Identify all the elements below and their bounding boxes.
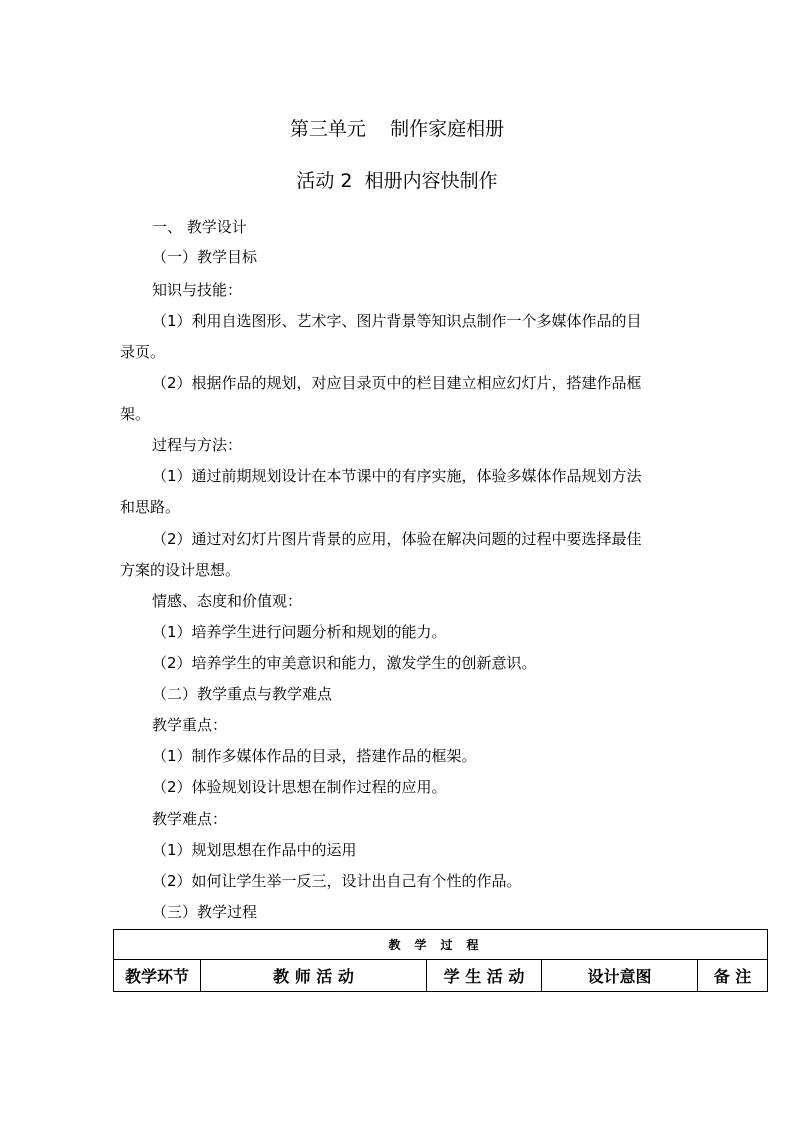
subsection-heading: （二）教学重点与教学难点 (152, 685, 333, 703)
paragraph-line: （2）根据作品的规划，对应目录页中的栏目建立相应幻灯片，搭建作品框 (152, 374, 642, 392)
subsection-heading: （三）教学过程 (152, 903, 258, 921)
column-header: 教 师 活 动 (201, 960, 427, 991)
paragraph-line: （2）通过对幻灯片图片背景的应用，体验在解决问题的过程中要选择最佳 (152, 530, 642, 548)
table-title: 教学过程 (388, 938, 493, 952)
paragraph-line: （1）培养学生进行问题分析和规划的能力。 (152, 623, 447, 641)
paragraph-line: （1）利用自选图形、艺术字、图片背景等知识点制作一个多媒体作品的目 (152, 312, 642, 330)
paragraph-line: 架。 (120, 405, 151, 423)
paragraph-line: （2）如何让学生举一反三，设计出自己有个性的作品。 (152, 872, 522, 890)
paragraph-line: （1）通过前期规划设计在本节课中的有序实施，体验多媒体作品规划方法 (152, 467, 642, 485)
paragraph-line: （1）制作多媒体作品的目录，搭建作品的框架。 (152, 747, 477, 765)
paragraph-label: 情感、态度和价值观： (152, 592, 303, 610)
paragraph-label: 教学重点： (152, 716, 228, 734)
paragraph-label: 教学难点： (152, 810, 228, 828)
column-header: 教学环节 (114, 960, 201, 991)
column-header: 设计意图 (542, 960, 698, 991)
section-heading: 一、 教学设计 (152, 218, 247, 236)
paragraph-line: 方案的设计思想。 (120, 561, 241, 579)
activity-subtitle: 活动 2 相册内容快制作 (296, 170, 498, 192)
table-column-row (114, 960, 767, 991)
paragraph-line: （2）体验规划设计思想在制作过程的应用。 (152, 778, 447, 796)
paragraph-label: 知识与技能： (152, 281, 243, 299)
paragraph-line: 录页。 (120, 343, 166, 361)
paragraph-line: 和思路。 (120, 498, 181, 516)
paragraph-label: 过程与方法： (152, 436, 243, 454)
page-title: 第三单元 制作家庭相册 (289, 118, 505, 140)
paragraph-line: （1）规划思想在作品中的运用 (152, 841, 357, 859)
table-header-row (114, 930, 767, 960)
column-header: 备 注 (713, 967, 752, 986)
teaching-process-table (113, 929, 768, 992)
subsection-heading: （一）教学目标 (152, 248, 258, 266)
paragraph-line: （2）培养学生的审美意识和能力，激发学生的创新意识。 (152, 654, 537, 672)
column-header: 学 生 活 动 (427, 960, 542, 991)
